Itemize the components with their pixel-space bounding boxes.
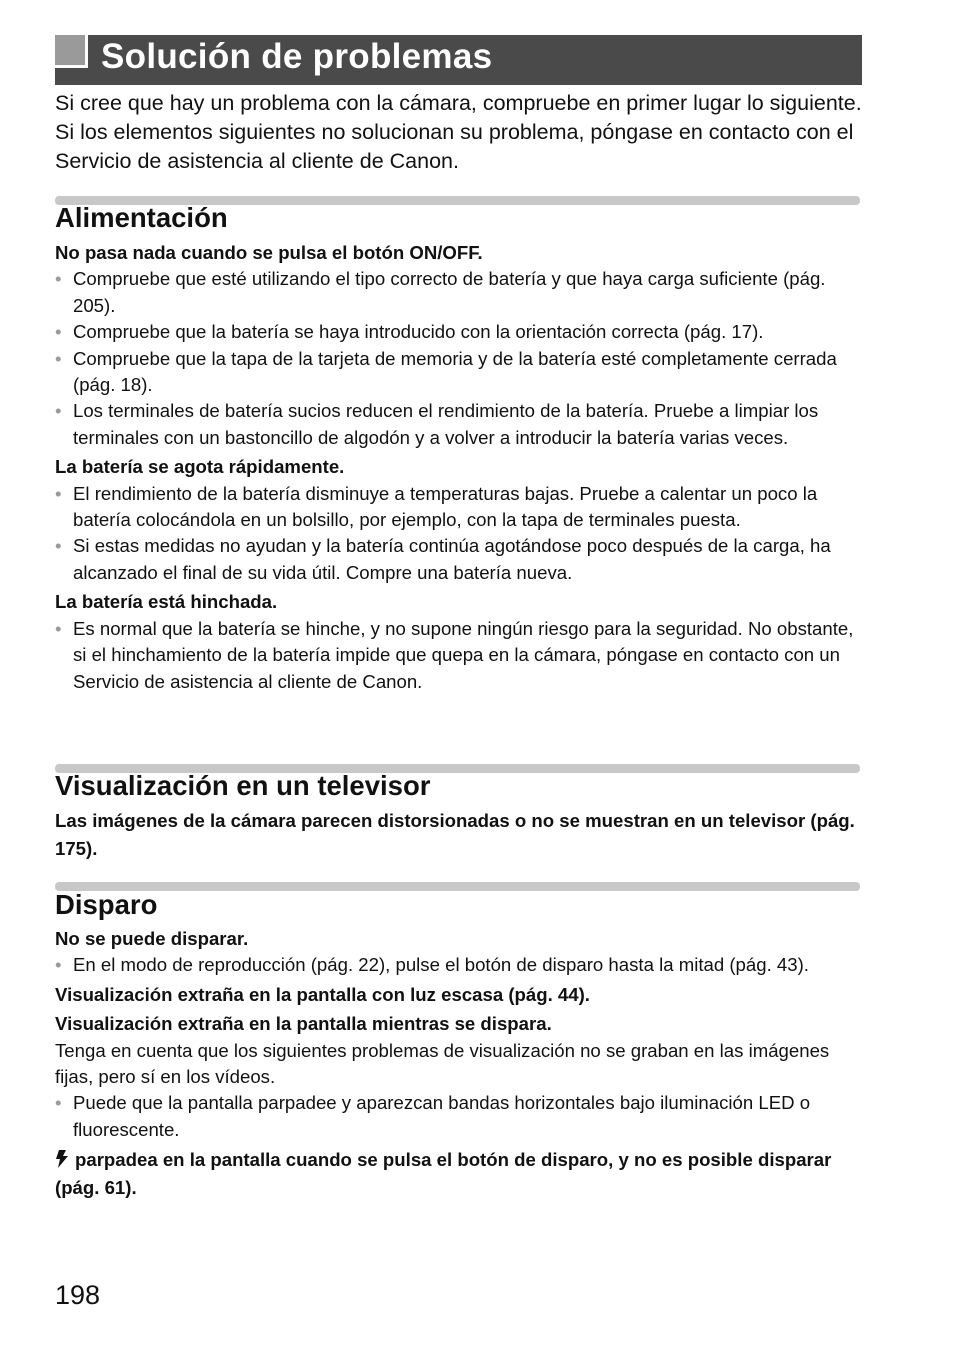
section-heading-disparo: Disparo [55, 889, 158, 920]
page-title: Solución de problemas [101, 37, 493, 76]
section-divider [55, 882, 860, 891]
question: Visualización extraña en la pantalla con luz escasa (pág. 44). [55, 983, 590, 1005]
section-body-disparo [55, 926, 863, 1202]
bullet-item: • Los terminales de batería sucios reducen el rendimiento de la batería. Pruebe a limpiar los terminales con un bastoncillo de algodón y a volver a introducir la batería varias veces. [55, 398, 863, 451]
question: La batería se agota rápidamente. [55, 456, 345, 478]
section-body-televisor [55, 807, 865, 863]
bullet-item: • Si estas medidas no ayudan y la batería continúa agotándose poco después de la carga, ha alcanzado el final de su vida útil. Compre una batería nueva. [55, 533, 863, 586]
question-flash [55, 1146, 863, 1202]
title-bar [55, 35, 862, 85]
question: No pasa nada cuando se pulsa el botón ON/OFF. [55, 242, 483, 263]
section-heading-televisor: Visualización en un televisor [55, 770, 431, 801]
bullet-item: • Compruebe que la batería se haya introducido con la orientación correcta (pág. 17). [55, 319, 863, 345]
flash-icon [55, 1146, 71, 1174]
question: Las imágenes de la cámara parecen distorsionadas o no se muestran en un televisor (pág. 175). [55, 810, 855, 859]
question: Visualización extraña en la pantalla mientras se dispara. [55, 1013, 552, 1035]
title-square-icon [55, 35, 88, 68]
bullet-item: • Compruebe que esté utilizando el tipo correcto de batería y que haya carga suficiente (pág. 205). [55, 266, 863, 319]
question: La batería está hinchada. [55, 591, 278, 613]
bullet-item: • Puede que la pantalla parpadee y aparezcan bandas horizontales bajo iluminación LED o fluorescente. [55, 1090, 863, 1143]
section-heading-alimentacion: Alimentación [55, 202, 228, 233]
bullet-item: • Es normal que la batería se hinche, y no supone ningún riesgo para la seguridad. No obstante, si el hinchamiento de la batería impide que quepa en la cámara, póngase en contacto con un Servicio de asistencia al cliente de Canon. [55, 616, 863, 695]
bullet-item: • El rendimiento de la batería disminuye a temperaturas bajas. Pruebe a calentar un poco la batería colocándola en un bolsillo, por ejemplo, con la tapa de terminales puesta. [55, 481, 863, 534]
bullet-item: • Compruebe que la tapa de la tarjeta de memoria y de la batería esté completamente cerrada (pág. 18). [55, 346, 863, 399]
intro-paragraph: Si cree que hay un problema con la cámara, compruebe en primer lugar lo siguiente. Si los elementos siguientes no solucionan su problema, póngase en contacto con el Servicio de asistencia al cliente de Canon. [55, 91, 862, 173]
question: No se puede disparar. [55, 928, 249, 949]
question-text: parpadea en la pantalla cuando se pulsa el botón de disparo, y no es posible disparar (pág. 61). [55, 1149, 832, 1199]
bullet-item: • En el modo de reproducción (pág. 22), pulse el botón de disparo hasta la mitad (pág. 43). [55, 952, 863, 978]
page-number: 198 [55, 1280, 101, 1310]
section-body-alimentacion [55, 240, 863, 695]
paragraph: Tenga en cuenta que los siguientes problemas de visualización no se graban en las imágenes fijas, pero sí en los vídeos. [55, 1039, 830, 1088]
